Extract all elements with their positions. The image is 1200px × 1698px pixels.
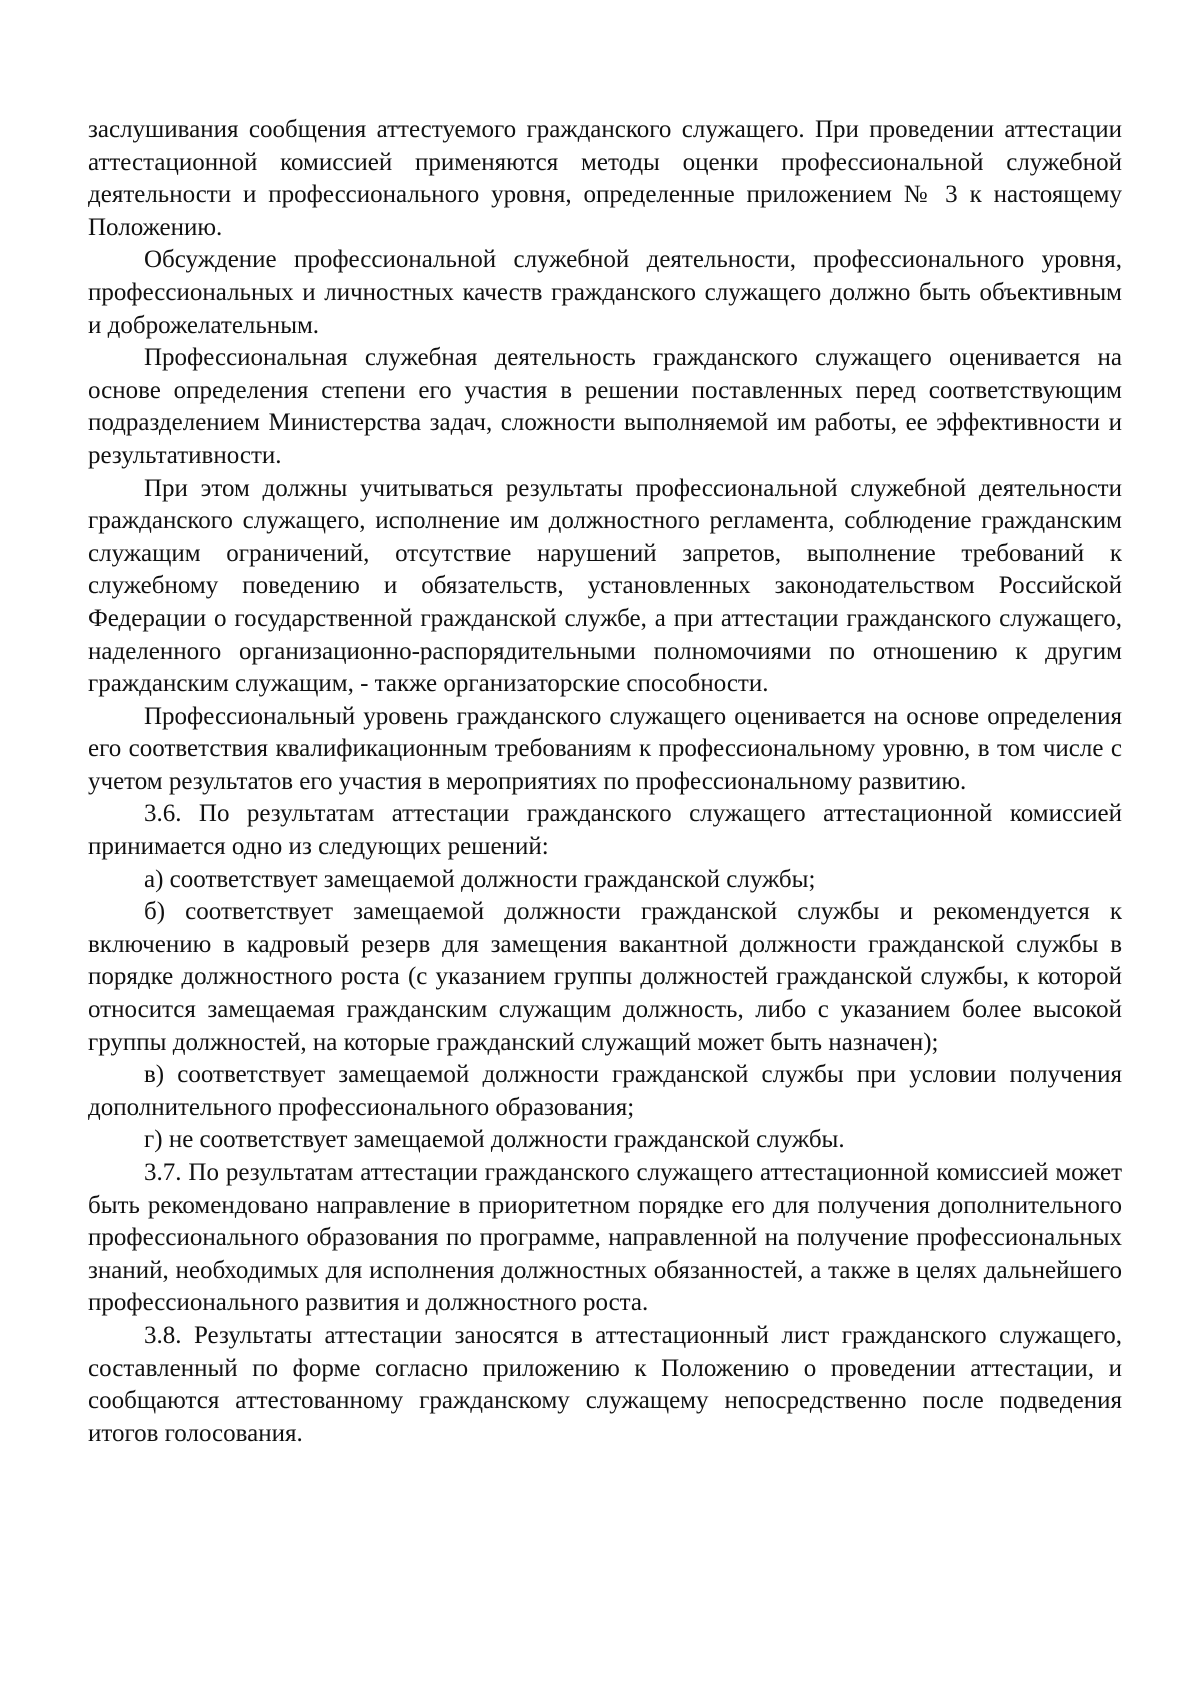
paragraph-professional-level: Профессиональный уровень гражданского служащего оценивается на основе определения его соответствия квалификационным требованиям к профессиональному уровню, в том числе с учетом результатов его участия в мероприятиях по профессиональному развитию.	[88, 702, 1122, 795]
clause-3-8: 3.8. Результаты аттестации заносятся в аттестационный лист гражданского служащего, составленный по форме согласно приложению к Положению о проведении аттестации, и сообщаются аттестованному гражданскому служащему непосредственно после подведения итогов голосования.	[88, 1321, 1122, 1447]
clause-3-6: 3.6. По результатам аттестации гражданского служащего аттестационной комиссией принимается одно из следующих решений:	[88, 800, 1122, 861]
paragraph-discussion: Обсуждение профессиональной служебной деятельности, профессионального уровня, профессиональных и личностных качеств гражданского служащего должно быть объективным и доброжелательным.	[88, 246, 1122, 339]
clause-3-6-item-b: б) соответствует замещаемой должности гражданской службы и рекомендуется к включению в кадровый резерв для замещения вакантной должности гражданской службы в порядке должностного роста (с указанием группы должностей гражданской службы, к которой относится замещаемая гражданским служащим должность, либо с указанием более высокой группы должностей, на которые гражданский служащий может быть назначен);	[88, 898, 1122, 1056]
paragraph-continuation: заслушивания сообщения аттестуемого гражданского служащего. При проведении аттестации аттестационной комиссией применяются методы оценки профессиональной служебной деятельности и профессионального уровня, определенные приложением № 3 к настоящему Положению.	[88, 116, 1122, 241]
document-page	[88, 114, 1122, 1450]
clause-3-6-item-v: в) соответствует замещаемой должности гражданской службы при условии получения дополнительного профессионального образования;	[88, 1061, 1122, 1121]
paragraph-service-activity: Профессиональная служебная деятельность гражданского служащего оценивается на основе определения степени его участия в решении поставленных перед соответствующим подразделением Министерства задач, сложности выполняемой им работы, ее эффективности и результативности.	[88, 344, 1122, 469]
paragraph-evaluation-factors: При этом должны учитываться результаты профессиональной служебной деятельности гражданского служащего, исполнение им должностного регламента, соблюдение гражданским служащим ограничений, отсутствие нарушений запретов, выполнение требований к служебному поведению и обязательств, установленных законодательством Российской Федерации о государственной гражданской службе, а при аттестации гражданского служащего, наделенного организационно-распорядительными полномочиями по отношению к другим гражданским служащим, - также организаторские способности.	[88, 474, 1122, 698]
clause-3-7: 3.7. По результатам аттестации гражданского служащего аттестационной комиссией может быть рекомендовано направление в приоритетном порядке его для получения дополнительного профессионального образования по программе, направленной на получение профессиональных знаний, необходимых для исполнения должностных обязанностей, а также в целях дальнейшего профессионального развития и должностного роста.	[88, 1159, 1122, 1317]
clause-3-6-item-a: а) соответствует замещаемой должности гражданской службы;	[144, 865, 816, 893]
clause-3-6-item-g: г) не соответствует замещаемой должности гражданской службы.	[144, 1126, 845, 1154]
